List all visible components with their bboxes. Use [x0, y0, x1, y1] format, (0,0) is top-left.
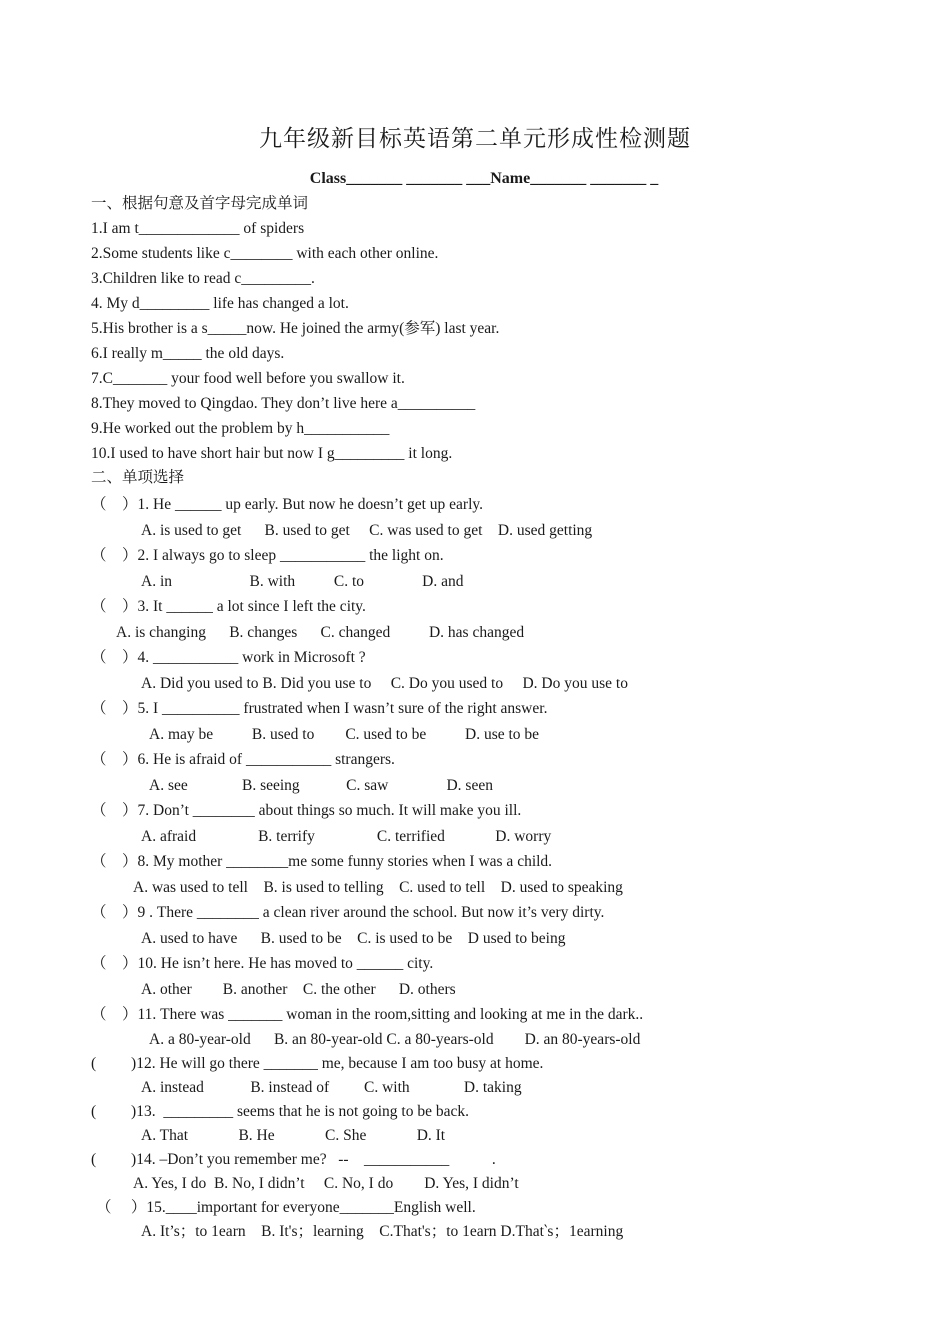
- fill-item-9: 9.He worked out the problem by h___________: [91, 420, 390, 437]
- mc-question-8: （ ）8. My mother ________me some funny stories when I was a child.: [91, 853, 553, 870]
- mc-options-15: A. It’s；to 1earn B. It's；learning C.That's；to 1earn D.That‵s；1earning: [141, 1223, 624, 1240]
- fill-item-10: 10.I used to have short hair but now I g_________ it long.: [91, 445, 453, 462]
- mc-question-11: （ ）11. There was _______ woman in the room,sitting and looking at me in the dark..: [91, 1006, 644, 1023]
- mc-question-9: （ ）9 . There ________ a clean river around the school. But now it’s very dirty.: [91, 904, 605, 921]
- fill-item-7: 7.C_______ your food well before you swallow it.: [91, 370, 405, 387]
- mc-options-5: A. may be B. used to C. used to be D. use to be: [149, 726, 540, 743]
- fill-item-8: 8.They moved to Qingdao. They don’t live here a__________: [91, 395, 476, 412]
- mc-options-11: A. a 80-year-old B. an 80-year-old C. a 80-years-old D. an 80-years-old: [149, 1031, 641, 1048]
- fill-item-5: 5.His brother is a s_____now. He joined the army(参军) last year.: [91, 320, 500, 337]
- mc-question-13: ( )13. _________ seems that he is not going to be back.: [91, 1103, 469, 1120]
- mc-options-10: A. other B. another C. the other D. others: [141, 981, 456, 998]
- mc-options-3: A. is changing B. changes C. changed D. has changed: [116, 624, 525, 641]
- mc-options-12: A. instead B. instead of C. with D. taking: [141, 1079, 522, 1096]
- mc-options-7: A. afraid B. terrify C. terrified D. worry: [141, 828, 552, 845]
- mc-question-6: （ ）6. He is afraid of ___________ strangers.: [91, 751, 395, 768]
- mc-options-8: A. was used to tell B. is used to telling C. used to tell D. used to speaking: [133, 879, 623, 896]
- mc-question-12: ( )12. He will go there _______ me, because I am too busy at home.: [91, 1055, 544, 1072]
- mc-options-1: A. is used to get B. used to get C. was used to get D. used getting: [141, 522, 593, 539]
- mc-options-4: A. Did you used to B. Did you use to C. Do you used to D. Do you use to: [141, 675, 628, 692]
- section2-heading: 二、单项选择: [91, 469, 185, 486]
- fill-item-1: 1.I am t_____________ of spiders: [91, 220, 305, 237]
- fill-item-2: 2.Some students like c________ with each other online.: [91, 245, 439, 262]
- fill-item-3: 3.Children like to read c_________.: [91, 270, 315, 287]
- mc-question-10: （ ）10. He isn’t here. He has moved to ______ city.: [91, 955, 434, 972]
- mc-question-7: （ ）7. Don’t ________ about things so much. It will make you ill.: [91, 802, 522, 819]
- mc-options-14: A. Yes, I do B. No, I didn’t C. No, I do D. Yes, I didn’t: [133, 1175, 519, 1192]
- mc-question-14: ( )14. –Don’t you remember me? -- ___________ .: [91, 1151, 496, 1168]
- mc-options-13: A. That B. He C. She D. It: [141, 1127, 446, 1144]
- mc-question-4: （ ）4. ___________ work in Microsoft ?: [91, 649, 366, 666]
- mc-question-3: （ ）3. It ______ a lot since I left the city.: [91, 598, 366, 615]
- page-title: 九年级新目标英语第二单元形成性检测题: [259, 126, 691, 151]
- mc-options-9: A. used to have B. used to be C. is used to be D used to being: [141, 930, 566, 947]
- fill-item-4: 4. My d_________ life has changed a lot.: [91, 295, 349, 312]
- mc-question-2: （ ）2. I always go to sleep ___________ the light on.: [91, 547, 444, 564]
- mc-question-15: （ ）15.____important for everyone_______English well.: [96, 1199, 476, 1216]
- mc-options-2: A. in B. with C. to D. and: [141, 573, 464, 590]
- mc-options-6: A. see B. seeing C. saw D. seen: [149, 777, 493, 794]
- mc-question-1: （ ）1. He ______ up early. But now he doesn’t get up early.: [91, 496, 484, 513]
- mc-question-5: （ ）5. I __________ frustrated when I wasn’t sure of the right answer.: [91, 700, 548, 717]
- class-name-line: Class_______ _______ ___Name_______ _______ _: [309, 170, 659, 187]
- section1-heading: 一、根据句意及首字母完成单词: [91, 195, 309, 212]
- fill-item-6: 6.I really m_____ the old days.: [91, 345, 285, 362]
